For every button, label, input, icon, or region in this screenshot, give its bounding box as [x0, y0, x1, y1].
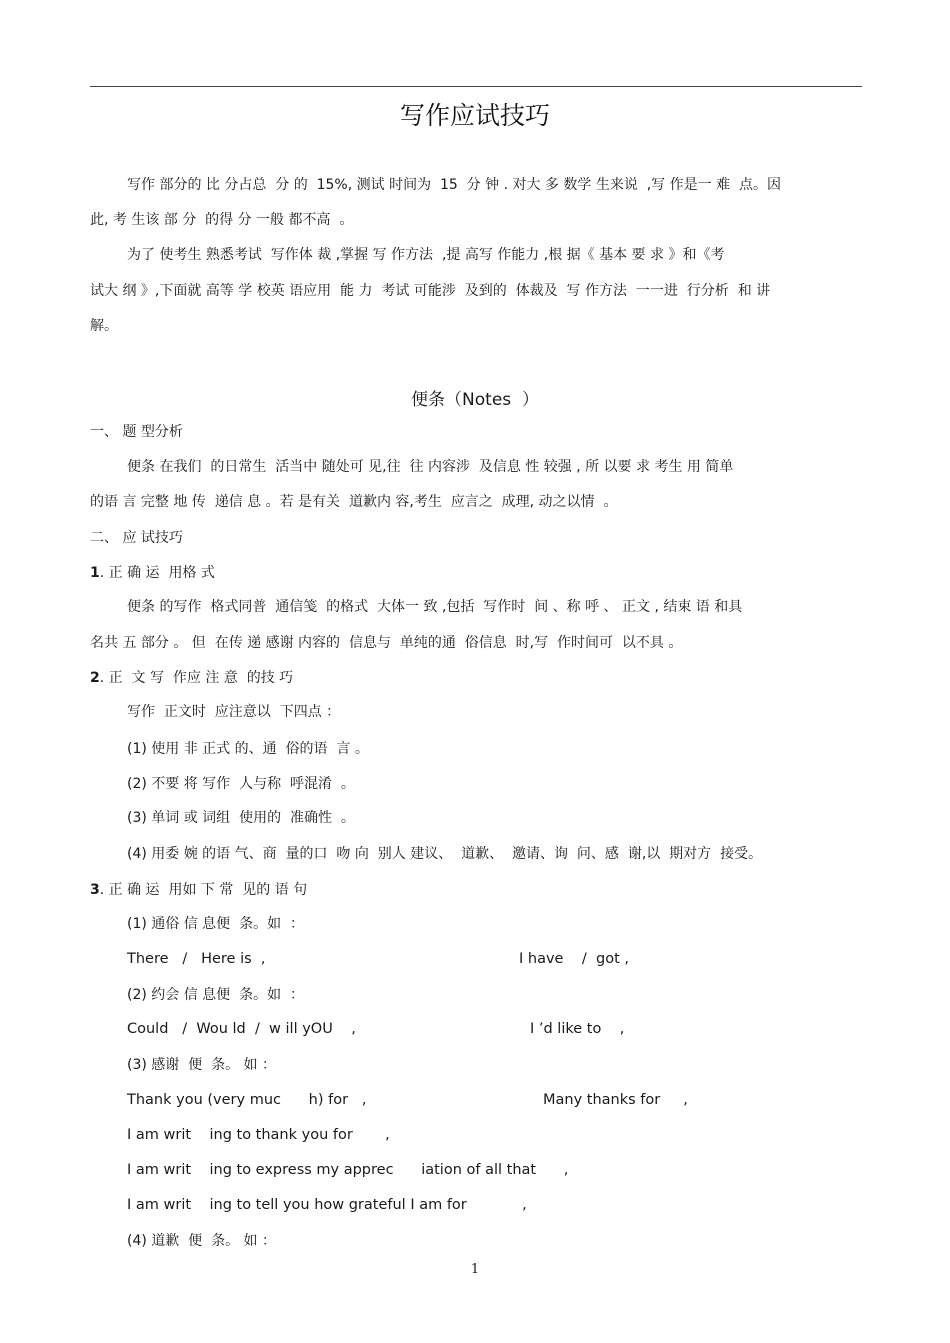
- intro-p2-line1: 为了 使考生 熟悉考试 写作体 裁 ,掌握 写 作方法 ,提 高写 作能力 ,根 据《 基本 要 求 》和《考: [127, 247, 725, 263]
- subsection-1-heading: [90, 564, 215, 582]
- subsection-2-item: (4) 用委 婉 的语 气、商 量的口 吻 向 别人 建议、 道歉、 邀请、询 问、感 谢,以 期对方 接受。: [127, 846, 763, 862]
- intro-p1-line2: 此, 考 生该 部 分 的得 分 一般 都不高 。: [90, 212, 354, 228]
- example-phrase: There / Here is ,: [127, 951, 266, 967]
- example-phrase: I ’d like to ,: [530, 1021, 625, 1037]
- subsection-1-line1: 便条 的写作 格式同普 通信笺 的格式 大体一 致 ,包括 写作时 间 、称 呼 、 正文 , 结束 语 和具: [127, 599, 743, 615]
- page-number: 1: [470, 1262, 480, 1277]
- subsection-1-text: . 正 确 运 用格 式: [99, 565, 215, 581]
- intro-p1-line1: 写作 部分的 比 分占总 分 的 15%, 测试 时间为 15 分 钟 . 对大 多 数学 生来说 ,写 作是一 难 点。因: [127, 177, 781, 193]
- part2-heading: 二、 应 试技巧: [90, 530, 183, 546]
- intro-p2-line3: 解。: [90, 318, 118, 334]
- example-phrase: Many thanks for ,: [543, 1092, 688, 1108]
- subsection-2-number: 2: [90, 670, 100, 686]
- part1-heading: 一、 题 型分析: [90, 424, 183, 440]
- intro-p2-line2: 试大 纲 》,下面就 高等 学 校英 语应用 能 力 考试 可能涉 及到的 体裁及 写 作方法 一一进 行分析 和 讲: [90, 283, 771, 299]
- subsection-1-line2: 名共 五 部分 。 但 在传 递 感谢 内容的 信息与 单纯的通 俗信息 时,写 作时间可 以不具 。: [90, 635, 683, 651]
- section-title-notes: 便条（Notes ）: [411, 390, 539, 410]
- sub-item-heading: (2) 约会 信 息便 条。如 ：: [127, 987, 304, 1003]
- example-phrase: Thank you (very muc h) for ,: [127, 1092, 367, 1108]
- page-title: 写作应试技巧: [399, 101, 550, 130]
- sub-item-heading: (1) 通俗 信 息便 条。如 ：: [127, 916, 304, 932]
- example-phrase: I am writ ing to tell you how grateful I am for ,: [127, 1197, 527, 1213]
- example-phrase: Could / Wou ld / w ill yOU ,: [127, 1021, 356, 1037]
- subsection-2-item: (1) 使用 非 正式 的、通 俗的语 言 。: [127, 741, 369, 757]
- sub-item-heading: (4) 道歉 便 条。 如 ：: [127, 1233, 276, 1249]
- subsection-2-intro: 写作 正文时 应注意以 下四点 ：: [127, 704, 341, 720]
- header-rule: [90, 86, 862, 87]
- part1-line2: 的语 言 完整 地 传 递信 息 。若 是有关 道歉内 容,考生 应言之 成理, 动之以情 。: [90, 494, 618, 510]
- subsection-3-heading: [90, 881, 307, 899]
- subsection-3-number: 3: [90, 882, 100, 898]
- subsection-3-text: . 正 确 运 用如 下 常 见的 语 句: [99, 882, 308, 898]
- example-phrase: I am writ ing to thank you for ,: [127, 1127, 390, 1143]
- sub-item-heading: (3) 感谢 便 条。 如 ：: [127, 1057, 276, 1073]
- part1-line1: 便条 在我们 的日常生 活当中 随处可 见,往 往 内容涉 及信息 性 较强 , 所 以要 求 考生 用 简单: [127, 459, 734, 475]
- subsection-2-item: (2) 不要 将 写作 人与称 呼混淆 。: [127, 776, 355, 792]
- subsection-2-heading: [90, 669, 293, 687]
- subsection-2-text: . 正 文 写 作应 注 意 的技 巧: [99, 670, 294, 686]
- subsection-1-number: 1: [90, 565, 100, 581]
- example-phrase: I am writ ing to express my apprec iation of all that ,: [127, 1162, 569, 1178]
- example-phrase: I have / got ,: [519, 951, 629, 967]
- subsection-2-item: (3) 单词 或 词组 使用的 准确性 。: [127, 810, 355, 826]
